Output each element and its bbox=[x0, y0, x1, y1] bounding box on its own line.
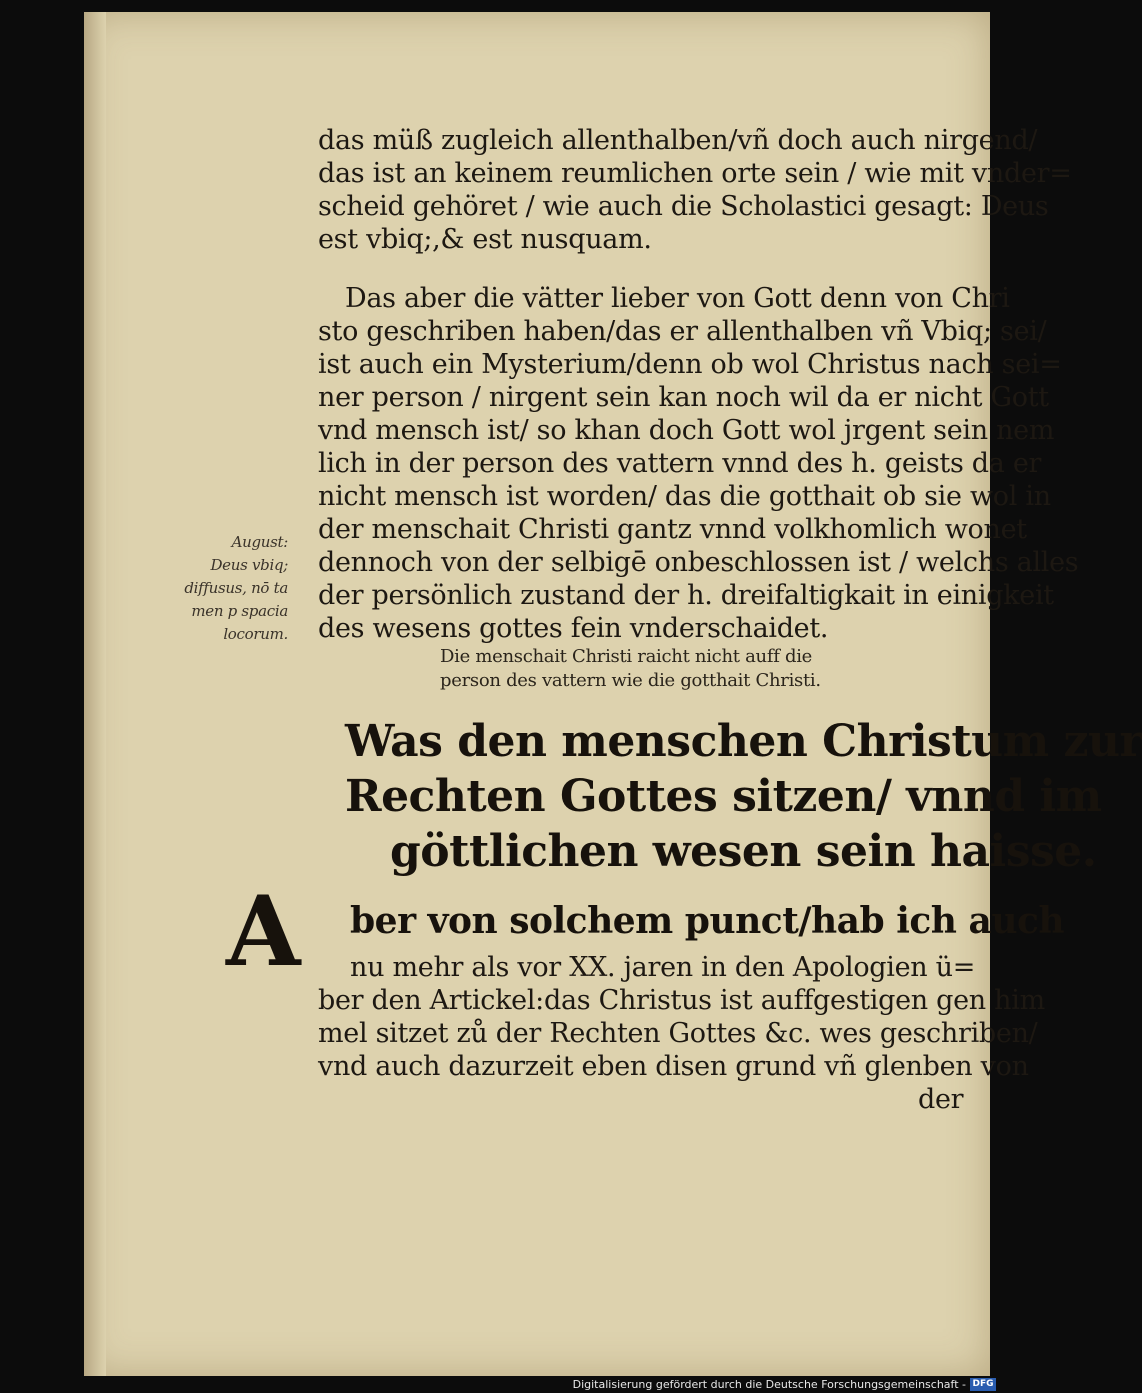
body-line: des wesens gottes fein vnderschaidet. bbox=[318, 613, 829, 644]
section-heading-line: Was den menschen Christum zur bbox=[345, 716, 1142, 767]
body-line: dennoch von der selbigē onbeschlossen ist / welchs alles bbox=[318, 547, 1079, 578]
catchword: der bbox=[918, 1084, 964, 1115]
body-line: der persönlich zustand der h. dreifaltigkait in einigkeit bbox=[318, 580, 1054, 611]
body-line-large: ber von solchem punct/hab ich auch bbox=[350, 900, 1065, 942]
marginal-note-line: August: bbox=[231, 533, 288, 551]
body-line: nu mehr als vor XX. jaren in den Apologien ü= bbox=[350, 952, 976, 983]
body-line: nicht mensch ist worden/ das die gotthait ob sie wol in bbox=[318, 481, 1051, 512]
body-line: Das aber die vätter lieber von Gott denn von Chri bbox=[345, 283, 1010, 314]
marginal-note-line: men p spacia bbox=[191, 602, 288, 620]
section-heading-line: Rechten Gottes sitzen/ vnnd im bbox=[345, 771, 1102, 822]
caption-line: Die menschait Christi raicht nicht auff die bbox=[440, 646, 813, 667]
body-line: scheid gehöret / wie auch die Scholastici gesagt: Deus bbox=[318, 191, 1049, 222]
marginal-note-line: diffusus, nō ta bbox=[184, 579, 288, 597]
decorated-initial: A bbox=[226, 875, 301, 988]
funding-credit: Digitalisierung gefördert durch die Deutsche Forschungsgemeinschaft - bbox=[572, 1378, 966, 1391]
body-line: est vbiq;,& est nusquam. bbox=[318, 224, 652, 255]
caption-line: person des vattern wie die gotthait Christi. bbox=[440, 670, 821, 691]
body-line: das ist an keinem reumlichen orte sein / wie mit vnder= bbox=[318, 158, 1072, 189]
dfg-logo-icon: DFG bbox=[970, 1378, 996, 1391]
marginal-note-line: Deus vbiq; bbox=[210, 556, 288, 574]
body-line: das müß zugleich allenthalben/vñ doch auch nirgend/ bbox=[318, 125, 1038, 156]
body-line: ist auch ein Mysterium/denn ob wol Christus nach sei= bbox=[318, 349, 1062, 380]
body-line: mel sitzet zů der Rechten Gottes &c. wes geschriben/ bbox=[318, 1018, 1038, 1049]
body-line: der menschait Christi gantz vnnd volkhomlich wonet bbox=[318, 514, 1027, 545]
page-gutter bbox=[84, 12, 106, 1376]
body-line: vnd mensch ist/ so khan doch Gott wol jrgent sein nem bbox=[318, 415, 1055, 446]
marginal-note-line: locorum. bbox=[223, 625, 288, 643]
body-line: ner person / nirgent sein kan noch wil da er nicht Gott bbox=[318, 382, 1049, 413]
body-line: lich in der person des vattern vnnd des h. geists da er bbox=[318, 448, 1042, 479]
body-line: sto geschriben haben/das er allenthalben vñ Vbiq; sei/ bbox=[318, 316, 1047, 347]
body-line: ber den Artickel:das Christus ist auffgestigen gen him bbox=[318, 985, 1045, 1016]
section-heading-line: göttlichen wesen sein haisse. bbox=[390, 826, 1097, 877]
body-line: vnd auch dazurzeit eben disen grund vñ glenben von bbox=[318, 1051, 1029, 1082]
